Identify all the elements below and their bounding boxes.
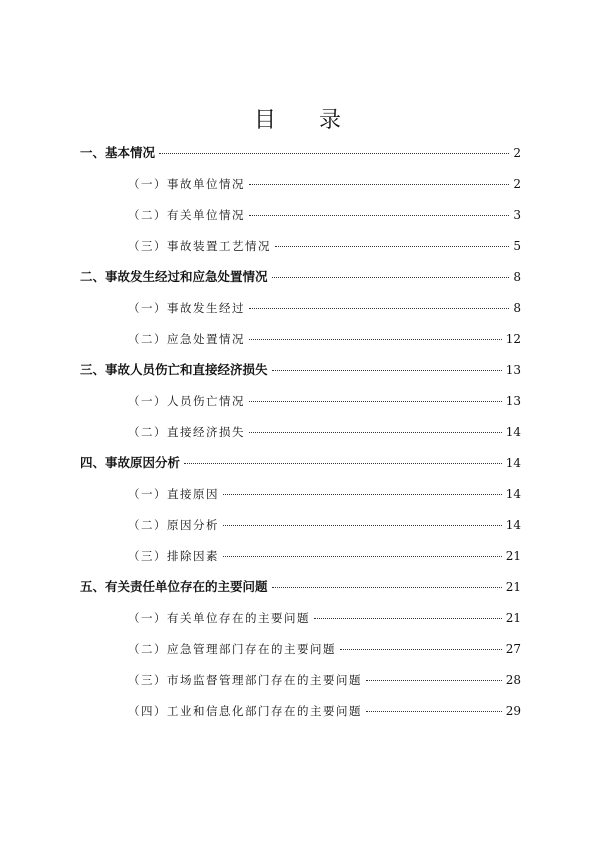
toc-page-number: 14	[505, 487, 521, 501]
toc-entry-subsection[interactable]	[128, 484, 521, 504]
toc-entry-subsection[interactable]	[128, 515, 521, 535]
toc-entry-label: （一）有关单位存在的主要问题	[128, 611, 310, 625]
toc-entry-label: （一）事故单位情况	[128, 177, 245, 191]
page-title: 目 录	[254, 108, 359, 133]
toc-entry-label: （三）事故装置工艺情况	[128, 239, 271, 253]
toc-entry-subsection[interactable]	[128, 639, 521, 659]
toc-entry-label: （二）有关单位情况	[128, 208, 245, 222]
toc-entry-subsection[interactable]	[128, 174, 521, 194]
toc-entry-subsection[interactable]	[128, 670, 521, 690]
toc-entry-subsection[interactable]	[128, 329, 521, 349]
toc-page-number: 27	[505, 642, 521, 656]
toc-entry-label: 一、基本情况	[80, 145, 156, 160]
toc-dot-leader	[249, 308, 509, 309]
toc-entry-label: 五、有关责任单位存在的主要问题	[80, 579, 268, 594]
toc-entry-subsection[interactable]	[128, 205, 521, 225]
toc-entry-section-3[interactable]	[80, 360, 521, 380]
toc-entry-subsection[interactable]	[128, 701, 521, 721]
toc-entry-section-5[interactable]	[80, 577, 521, 597]
toc-entry-subsection[interactable]	[128, 608, 521, 628]
toc-dot-leader	[272, 277, 510, 278]
toc-dot-leader	[223, 525, 502, 526]
toc-dot-leader	[366, 711, 502, 712]
toc-dot-leader	[223, 556, 502, 557]
toc-page-number: 14	[505, 518, 521, 532]
toc-entry-label: （一）人员伤亡情况	[128, 394, 245, 408]
toc-dot-leader	[366, 680, 502, 681]
toc-entry-label: （二）直接经济损失	[128, 425, 245, 439]
toc-entry-label: （一）直接原因	[128, 487, 219, 501]
toc-dot-leader	[249, 401, 502, 402]
toc-entry-section-1[interactable]	[80, 143, 521, 163]
toc-page-number: 21	[505, 611, 521, 625]
toc-entry-label: （一）事故发生经过	[128, 301, 245, 315]
toc-dot-leader	[314, 618, 502, 619]
toc-dot-leader	[249, 339, 502, 340]
toc-dot-leader	[275, 246, 509, 247]
toc-entry-label: （四）工业和信息化部门存在的主要问题	[128, 704, 362, 718]
toc-page-number: 13	[505, 363, 521, 377]
toc-entry-label: （三）市场监督管理部门存在的主要问题	[128, 673, 362, 687]
toc-page-number: 21	[505, 580, 521, 594]
toc-page-number: 21	[505, 549, 521, 563]
toc-dot-leader	[159, 153, 509, 154]
toc-dot-leader	[249, 184, 509, 185]
toc-page-number: 29	[505, 704, 521, 718]
toc-dot-leader	[272, 370, 502, 371]
toc-entry-label: 二、事故发生经过和应急处置情况	[80, 269, 268, 284]
toc-entry-label: （二）原因分析	[128, 518, 219, 532]
toc-entry-subsection[interactable]	[128, 236, 521, 256]
toc-entry-section-4[interactable]	[80, 453, 521, 473]
toc-page-number: 2	[513, 146, 521, 160]
toc-entry-label: 三、事故人员伤亡和直接经济损失	[80, 362, 268, 377]
toc-dot-leader	[249, 215, 509, 216]
toc-entry-subsection[interactable]	[128, 422, 521, 442]
toc-entry-label: 四、事故原因分析	[80, 455, 181, 470]
toc-page-number: 14	[505, 456, 521, 470]
toc-page-number: 14	[505, 425, 521, 439]
toc-dot-leader	[272, 587, 502, 588]
toc-entry-section-2[interactable]	[80, 267, 521, 287]
toc-page-number: 8	[513, 301, 521, 315]
toc-entry-label: （二）应急处置情况	[128, 332, 245, 346]
toc-entry-subsection[interactable]	[128, 391, 521, 411]
toc-dot-leader	[223, 494, 502, 495]
toc-entry-subsection[interactable]	[128, 298, 521, 318]
toc-page-number: 8	[513, 270, 521, 284]
toc-dot-leader	[340, 649, 502, 650]
toc-page-number: 3	[513, 208, 521, 222]
toc-entry-subsection[interactable]	[128, 546, 521, 566]
toc-dot-leader	[249, 432, 502, 433]
toc-page-number: 12	[505, 332, 521, 346]
toc-page-number: 13	[505, 394, 521, 408]
toc-entry-label: （二）应急管理部门存在的主要问题	[128, 642, 336, 656]
toc-page-number: 5	[513, 239, 521, 253]
toc-page-number: 28	[505, 673, 521, 687]
toc-page-number: 2	[513, 177, 521, 191]
toc-entry-label: （三）排除因素	[128, 549, 219, 563]
toc-dot-leader	[184, 463, 502, 464]
